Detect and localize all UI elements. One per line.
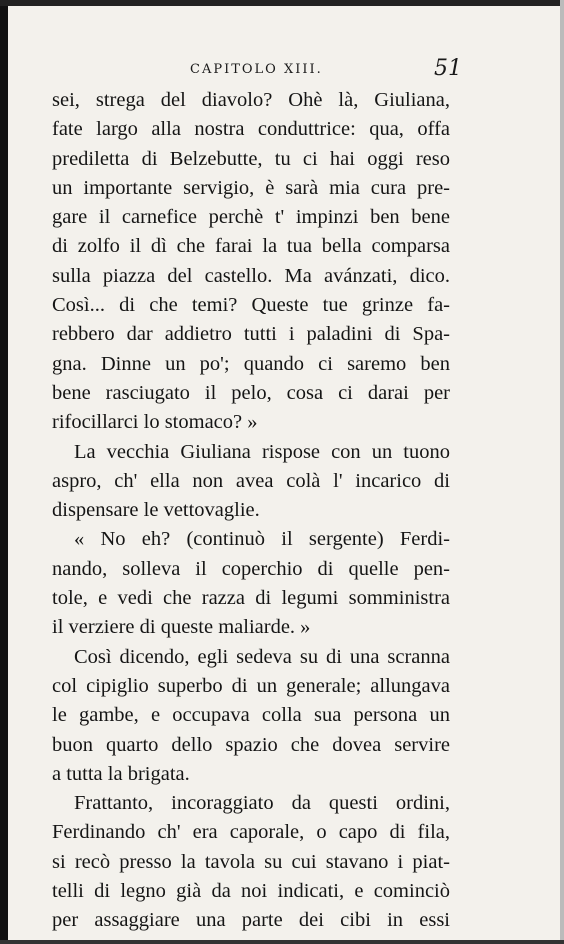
text-line: sei, strega del diavolo? Ohè là, Giuliana, bbox=[52, 89, 450, 111]
text-line: per assaggiare una parte dei cibi in essi bbox=[52, 909, 450, 932]
text-line: Così... di che temi? Queste tue grinze fa- bbox=[52, 294, 450, 317]
text-line: gna. Dinne un po'; quando ci saremo ben bbox=[52, 352, 450, 375]
text-line: Così dicendo, egli sedeva su di una scranna bbox=[74, 645, 450, 668]
text-line: prediletta di Belzebutte, tu ci hai oggi reso bbox=[52, 147, 450, 170]
text-line: rebbero dar addietro tutti i paladini di Spa- bbox=[52, 323, 450, 346]
text-line: nando, solleva il coperchio di quelle pen- bbox=[52, 557, 450, 580]
text-line: dispensare le vettovaglie. bbox=[52, 499, 260, 522]
text-line: Frattanto, incoraggiato da questi ordini, bbox=[74, 792, 450, 815]
text-line: aspro, ch' ella non avea colà l' incarico di bbox=[52, 469, 450, 492]
text-line: un importante servigio, è sarà mia cura pre- bbox=[52, 176, 450, 199]
page-edge-left bbox=[0, 0, 8, 944]
text-line: tole, e vedi che razza di legumi somministra bbox=[52, 587, 450, 610]
chapter-heading: CAPITOLO XIII. bbox=[190, 62, 323, 77]
text-line: col cipiglio superbo di un generale; allungava bbox=[52, 674, 450, 697]
text-line: sulla piazza del castello. Ma avánzati, dico. bbox=[52, 264, 450, 287]
text-line: rifocillarci lo stomaco? » bbox=[52, 411, 258, 434]
text-line: buon quarto dello spazio che dovea servire bbox=[52, 733, 450, 756]
text-line: La vecchia Giuliana rispose con un tuono bbox=[74, 440, 450, 463]
text-line: le gambe, e occupava colla sua persona un bbox=[52, 704, 450, 727]
text-line: Ferdinando ch' era caporale, o capo di fila, bbox=[52, 821, 450, 844]
text-line: il verziere di queste maliarde. » bbox=[52, 616, 311, 639]
body-text bbox=[52, 86, 450, 936]
running-head bbox=[52, 56, 462, 84]
text-line: gare il carnefice perchè t' impinzi ben bene bbox=[52, 206, 450, 229]
text-line: telli di legno già da noi indicati, e cominciò bbox=[52, 880, 450, 903]
text-line: bene rasciugato il pelo, cosa ci darai per bbox=[52, 381, 450, 404]
text-line: fate largo alla nostra conduttrice: qua, offa bbox=[52, 118, 450, 141]
text-line: si recò presso la tavola su cui stavano i piat- bbox=[52, 850, 450, 873]
page-edge-top bbox=[0, 0, 564, 6]
text-line: a tutta la brigata. bbox=[52, 762, 190, 785]
page-number: 51 bbox=[434, 56, 462, 81]
page-edge-bottom bbox=[0, 940, 564, 944]
page-edge-right bbox=[560, 0, 564, 944]
text-line: di zolfo il dì che farai la tua bella comparsa bbox=[52, 235, 450, 258]
text-line: « No eh? (continuò il sergente) Ferdi- bbox=[74, 528, 450, 551]
